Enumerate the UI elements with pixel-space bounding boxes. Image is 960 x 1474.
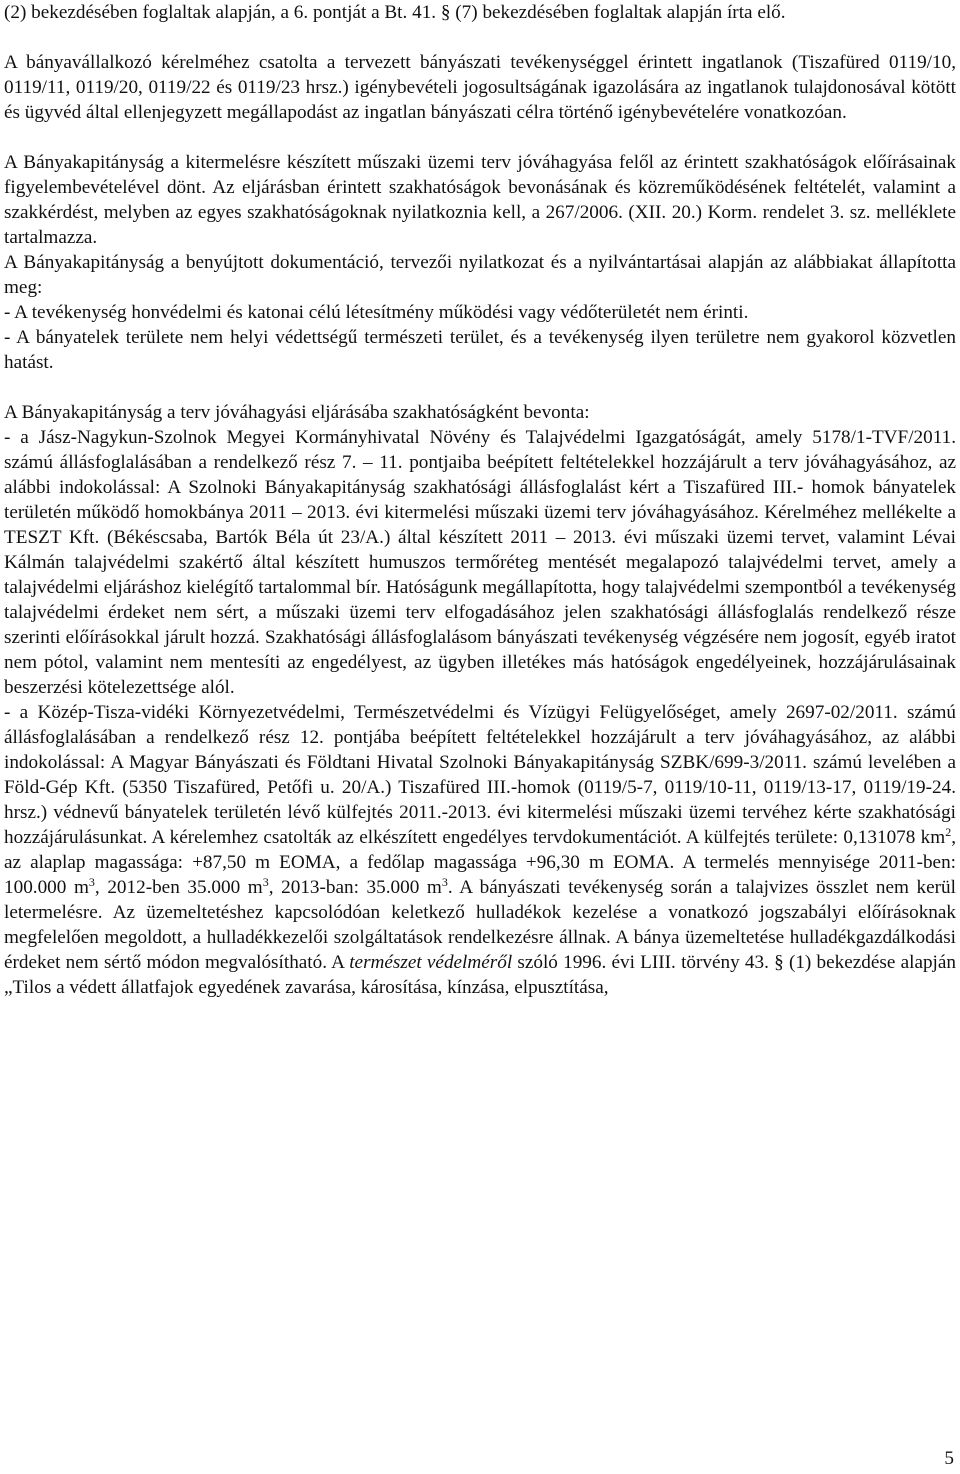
superscript: 2 <box>945 825 952 839</box>
text-segment: - a Közép-Tisza-vidéki Környezetvédelmi, Természetvédelmi és Vízügyi Felügyelőséget, amely 2697-02/2011. számú állásfoglalásában a rendelkező rész 12. pontjába beépített feltételekkel hozzájárult a terv jóváhagyásához, az alábbi indokolással: A Magyar Bányászati és Földtani Hivatal Szolnoki Bányakapitányság SZBK/699-3/2011. számú levelében a Föld-Gép Kft. (5350 Tiszafüred, Petőfi u. 20/A.) Tiszafüred III.-homok (0119/5-7, 0119/10-11, 0119/13-17, 0119/19-24. hrsz.) védnevű bányatelek területén lévő külfejtés 2011.-2013. évi kitermelési műszaki üzemi tervéhez kérte szakhatósági hozzájárulásunkat. A kérelemhez csatolták az elkészített engedélyes tervdokumentációt. A külfejtés területe: 0,131078 km <box>4 702 956 848</box>
list-item-vedettseg: - A bányatelek területe nem helyi védettségű természeti terület, és a tevékenység ilyen területre nem gyakorol közvetlen hatást. <box>4 327 956 373</box>
text-segment: , 2012-ben 35.000 m <box>94 877 263 898</box>
paragraph-gap <box>4 125 956 150</box>
text-segment: , 2013-ban: 35.000 m <box>268 877 442 898</box>
list-item-kornyezetvedelmi <box>4 700 956 1000</box>
text-segment: , az alaplap magassága: +87,50 m EOMA, a fedőlap magassága +96,30 m EOMA. A termelés mennyisége 2011-ben: 100.000 m <box>4 827 956 898</box>
list-item-honvedelmi: - A tevékenység honvédelmi és katonai célú létesítmény működési vagy védőterületét nem érinti. <box>4 302 749 323</box>
superscript: 3 <box>88 875 95 889</box>
paragraph-szakhatosagok: A Bányakapitányság a kitermelésre készített műszaki üzemi terv jóváhagyása felől az érintett szakhatóságok előírásainak figyelembevételével dönt. Az eljárásban érintett szakhatóságok bevonásának és közreműködésének feltételét, valamint a szakkérdést, melyben az egyes szakhatóságoknak nyilatkoznia kell, a 267/2006. (XII. 20.) Korm. rendelet 3. sz. melléklete tartalmazza. <box>4 152 956 248</box>
page-number: 5 <box>944 1448 954 1469</box>
text-segment: . A bányászati tevékenység során a talajvizes összlet nem kerül letermelésre. Az üzemeltetéshez kapcsolódóan keletkező hulladékok kezelése a vonatkozó jogszabályi előírásoknak megfelelően megoldott, a hulladékkezelői szolgáltatások rendelkezésre állnak. A bánya üzemeltetése hulladékgazdálkodási érdeket nem sértő módon megvalósítható. A <box>4 877 956 973</box>
list-item-talajvedelmi: - a Jász-Nagykun-Szolnok Megyei Kormányhivatal Növény és Talajvédelmi Igazgatóságát, amely 5178/1-TVF/2011. számú állásfoglalásában a rendelkező rész 7. – 11. pontjaiba beépített feltételekkel hozzájárult a terv jóváhagyásához, az alábbi indokolással: A Szolnoki Bányakapitányság szakhatósági állásfoglalást kért a Tiszafüred III.- homok bányatelek területén működő homokbánya 2011 – 2013. évi kitermelési műszaki üzemi terv jóváhagyásához. Kérelméhez mellékelte a TESZT Kft. (Békéscsaba, Bartók Béla út 23/A.) által készített 2011 – 2013. évi műszaki üzemi tervet, valamint Lévai Kálmán talajvédelmi szakértő által készített humuszos termőréteg mentését megalapozó talajvédelmi tervet, amely a talajvédelmi eljáráshoz kielégítő tartalommal bír. Hatóságunk megállapította, hogy talajvédelmi szempontból a tevékenység talajvédelmi érdeket nem sért, a műszaki üzemi terv elfogadásához jelen szakhatósági állásfoglalás rendelkező része szerinti előírásokkal járult hozzá. Szakhatósági állásfoglalásom bányászati tevékenység végzésére nem jogosít, egyéb iratot nem pótol, valamint nem mentesíti az engedélyest, az ügyben illetékes más hatóságok engedélyeinek, hozzájárulásainak beszerzési kötelezettsége alól. <box>4 427 956 698</box>
paragraph-continuation: (2) bekezdésében foglaltak alapján, a 6. pontját a Bt. 41. § (7) bekezdésében foglaltak alapján írta elő. <box>4 2 786 23</box>
paragraph-gap <box>4 375 956 400</box>
italic-law-title: természet védelméről <box>349 952 513 973</box>
document-body <box>4 0 956 1000</box>
superscript: 3 <box>441 875 448 889</box>
text-segment: szóló 1996. évi LIII. törvény 43. § (1) bekezdése alapján „Tilos a védett állatfajok egyedének zavarása, károsítása, kínzása, elpusztítása, <box>4 952 956 998</box>
paragraph-bevonta: A Bányakapitányság a terv jóváhagyási eljárásába szakhatóságként bevonta: <box>4 402 590 423</box>
paragraph-megallapitas: A Bányakapitányság a benyújtott dokumentáció, tervezői nyilatkozat és a nyilvántartásai alapján az alábbiakat állapította meg: <box>4 252 956 298</box>
superscript: 3 <box>262 875 269 889</box>
paragraph-ingatlanok: A bányavállalkozó kérelméhez csatolta a tervezett bányászati tevékenységgel érintett ingatlanok (Tiszafüred 0119/10, 0119/11, 0119/20, 0119/22 és 0119/23 hrsz.) igénybevételi jogosultságának igazolására az ingatlanok tulajdonosával kötött és ügyvéd által ellenjegyzett megállapodást az ingatlan bányászati célra történő igénybevételére vonatkozóan. <box>4 52 956 123</box>
paragraph-gap <box>4 25 956 50</box>
